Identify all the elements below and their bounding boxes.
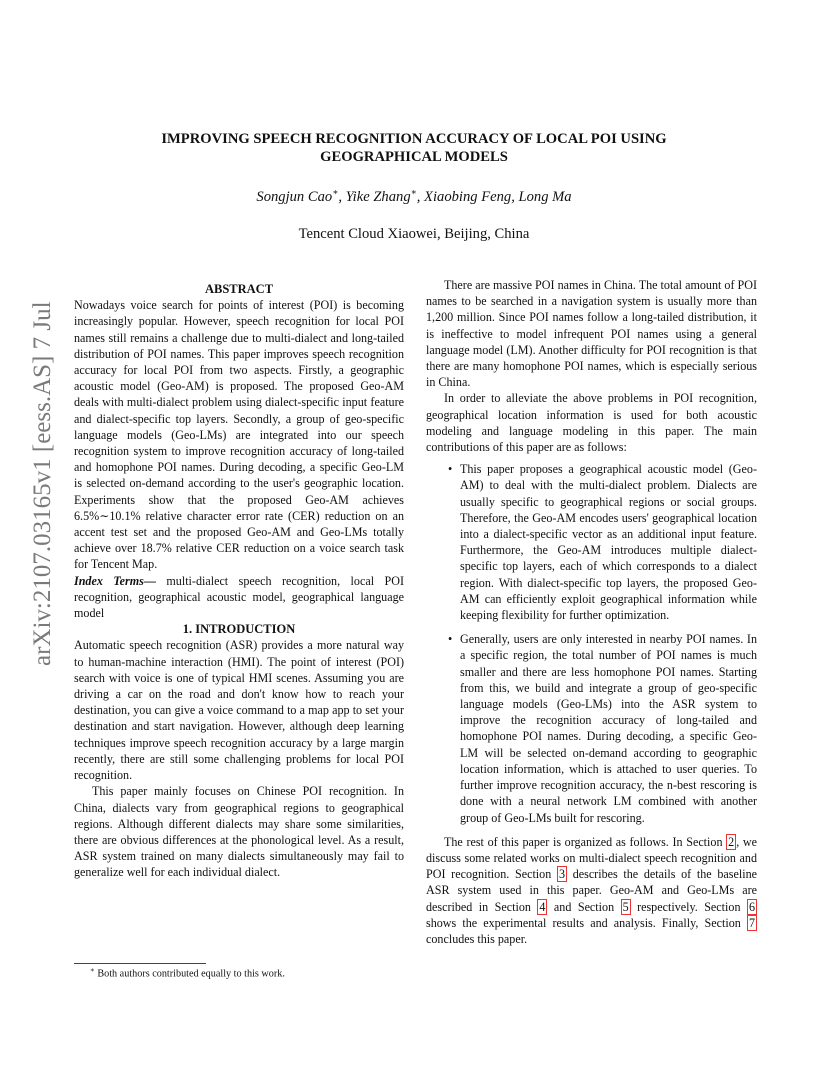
contribution-geo-lm: Generally, users are only interested in nearby POI names. In a specific region, the total number of POI names is much smaller and there are less homophone POI names. Starting from this, we build and integrate a group of geo-specific language models (Geo-LMs) into the ASR system to improve the recognition accuracy of long-tailed and homophone POI names. During decoding, a specific Geo-LM will be selected on-demand according to geographic location information, which is attached to user queries. To further improve recognition accuracy, the n-best rescoring is done with a neural network LM combined with another group of Geo-LMs built for rescoring. <box>460 632 757 825</box>
index-terms-label: Index Terms— <box>74 573 156 588</box>
contributions-list <box>426 461 757 825</box>
abstract-heading: ABSTRACT <box>204 282 274 296</box>
intro-paragraph-3: There are massive POI names in China. The total amount of POI names to be searched in a navigation system is usually more than 1,200 million. Since POI names follow a long-tailed distribution, it is ineffective to model infrequent POI names using a general language model (LM). Another difficulty for POI recognition is that there are many homophone POI names, which is especially serious in China. <box>426 278 757 390</box>
arxiv-identifier <box>8 300 68 670</box>
bullet-glyph: • <box>448 462 453 477</box>
author-name: Long Ma <box>518 188 572 205</box>
footnote-rule <box>74 963 206 964</box>
index-terms-text: multi-dialect speech recognition, local POI recognition, geographical acoustic model, geographical language model <box>74 573 404 621</box>
footnote-mark: ∗ <box>90 966 95 974</box>
intro-paragraph-1: Automatic speech recognition (ASR) provides a more natural way to human-machine interaction (HMI). The point of interest (POI) search with voice is one of typical HMI scenes. Assuming you are driving a car on the road and don't know how to reach your destination, you can give a voice command to a map app to set your destination and start navigation. However, although deep learning techniques improve speech recognition accuracy by a large margin recently, there are still some challenging problems for local POI recognition. <box>74 638 404 783</box>
author-name: Xiaobing Feng <box>424 188 512 205</box>
abstract-text: Nowadays voice search for points of interest (POI) is becoming increasingly popular. However, speech recognition for local POI names still remains a challenge due to multi-dialect and long-tailed distribution of POI names. This paper improves speech recognition accuracy for local POI from two aspects. Firstly, a geographic acoustic model (Geo-AM) is proposed. The proposed Geo-AM deals with multi-dialect problem using dialect-specific input feature and dialect-specific top layers. Secondly, a group of geo-specific language models (Geo-LMs) are integrated into our speech recognition system to improve recognition accuracy of long-tailed and homophone POI names. During decoding, a specific Geo-LM is selected on-demand according to the user's geographic location. Experiments show that the proposed Geo-AM achieves 6.5%∼10.1% relative character error rate (CER) reduction on an accent test set and the proposed Geo-AM and Geo-LMs totally achieve over 18.7% relative CER reduction on a voice search task for Tencent Map. <box>74 298 404 572</box>
arxiv-stamp <box>8 300 68 670</box>
list-item <box>426 631 757 825</box>
footnote-text: Both authors contributed equally to this work. <box>94 968 285 980</box>
section-2-link[interactable]: 2 <box>728 834 735 849</box>
equal-contribution-mark: ∗ <box>332 187 339 197</box>
section-7-link[interactable]: 7 <box>748 915 755 930</box>
introduction-heading: 1. INTRODUCTION <box>182 622 296 637</box>
section-4-link[interactable]: 4 <box>539 899 546 914</box>
arxiv-id-text: arXiv:2107.03165v1 [eess.AS] 7 Jul 2021 <box>29 300 56 666</box>
intro-paragraph-5 <box>426 834 757 947</box>
footnote <box>90 966 285 979</box>
title-line-1: IMPROVING SPEECH RECOGNITION ACCURACY OF LOCAL POI USING <box>161 131 667 147</box>
section-3-link[interactable]: 3 <box>558 867 565 882</box>
paragraph-text: , we discuss some related works on multi-dialect speech recognition and POI recognition. Section <box>426 834 757 882</box>
paragraph-text: The rest of this paper is organized as follows. In Section <box>444 834 727 849</box>
author-list: Songjun Cao∗, Yike Zhang∗, Xiaobing Feng, Long Ma <box>256 187 572 205</box>
equal-contribution-mark: ∗ <box>410 187 417 197</box>
bullet-glyph: • <box>448 632 453 647</box>
paragraph-text: concludes this paper. <box>426 931 528 946</box>
list-item <box>426 461 757 623</box>
index-terms <box>74 573 404 622</box>
paragraph-text: describes the details of the baseline ASR system used in this paper. Geo-AM and Geo-LMs are described in Section <box>426 867 757 914</box>
intro-paragraph-2: This paper mainly focuses on Chinese POI recognition. In China, dialects vary from geographical regions to geographical regions. Although different dialects may share some similarities, there are obvious differences at the phonological level. As a result, ASR system trained on many dialects simultaneously may fail to generalize well for each individual dialect. <box>74 784 404 880</box>
author-name: Songjun Cao <box>256 188 333 205</box>
section-5-link[interactable]: 5 <box>622 899 629 914</box>
paragraph-text: shows the experimental results and analysis. Finally, Section <box>426 915 747 930</box>
paragraph-text: respectively. Section <box>630 899 747 914</box>
paper-title <box>100 130 728 166</box>
affiliation: Tencent Cloud Xiaowei, Beijing, China <box>298 226 530 242</box>
intro-paragraph-4: In order to alleviate the above problems in POI recognition, geographical location information is used for both acoustic modeling and language modeling in this paper. The main contributions of this paper are as follows: <box>426 391 757 455</box>
paragraph-text: and Section <box>547 899 621 914</box>
right-column <box>426 277 757 947</box>
section-6-link[interactable]: 6 <box>748 899 755 914</box>
author-name: Yike Zhang <box>345 188 411 205</box>
title-line-2: GEOGRAPHICAL MODELS <box>320 149 508 165</box>
left-column <box>74 281 404 881</box>
contribution-geo-am: This paper proposes a geographical acoustic model (Geo-AM) to deal with the multi-dialect problem. Dialects are usually specific to geographical regions or social groups. Therefore, the Geo-AM encodes users' geographical location into a dialect-specific vector as an additional input feature. Furthermore, the Geo-AM introduces multiple dialect-specific top layers, each of which corresponds to a dialect region. With dialect-specific top layers, the proposed Geo-AM can efficiently exploit geographical information while keeping flexibility for further optimization. <box>460 462 757 623</box>
